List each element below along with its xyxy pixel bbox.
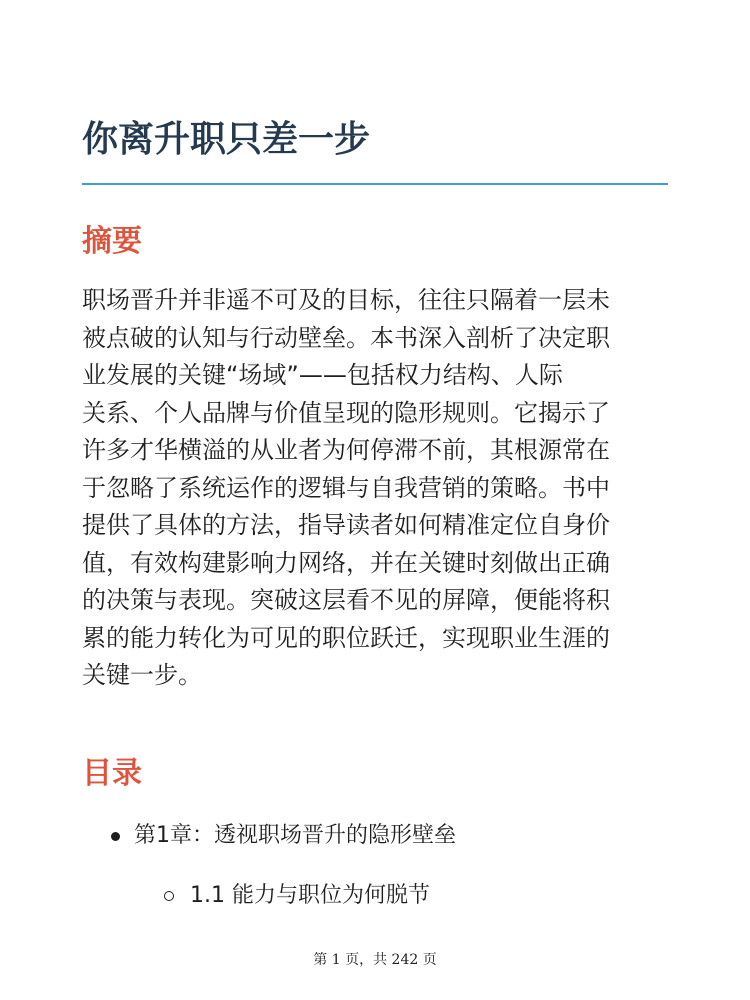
title-divider — [82, 183, 668, 185]
abstract-line: 关键一步。 — [82, 661, 202, 689]
abstract-line: 于忽略了系统运作的逻辑与自我营销的策略。书中 — [82, 473, 610, 502]
abstract-line: 关系、个人品牌与价值呈现的隐形规则。它揭示了 — [82, 398, 610, 427]
abstract-paragraph — [82, 282, 668, 695]
toc-item-chapter-1[interactable] — [82, 816, 668, 862]
document-title: 你离升职只差一步 — [82, 119, 371, 160]
toc-item-section-1-1[interactable] — [82, 876, 668, 916]
abstract-line: 的决策与表现。突破这层看不见的屏障，便能将积 — [82, 586, 610, 614]
abstract-line: 值，有效构建影响力网络，并在关键时刻做出正确 — [82, 548, 610, 577]
toc-item-label: 第1章：透视职场晋升的隐形壁垒 — [134, 823, 456, 848]
abstract-line: 业发展的关键“场域”——包括权力结构、人际 — [82, 361, 563, 389]
page-number-footer: 第 1 页，共 242 页 — [313, 952, 437, 968]
abstract-line: 累的能力转化为可见的职位跃迁，实现职业生涯的 — [82, 623, 610, 652]
abstract-line: 提供了具体的方法，指导读者如何精准定位自身价 — [82, 511, 610, 539]
bullet-circle-icon — [164, 891, 174, 901]
abstract-line: 职场晋升并非遥不可及的目标，往往只隔着一层未 — [82, 286, 610, 314]
toc-heading: 目录 — [82, 756, 142, 791]
abstract-line: 被点破的认知与行动壁垒。本书深入剖析了决定职 — [82, 323, 610, 352]
abstract-heading: 摘要 — [82, 224, 142, 259]
table-of-contents — [82, 816, 668, 916]
bullet-disc-icon — [111, 832, 120, 841]
toc-item-label: 1.1 能力与职位为何脱节 — [190, 883, 430, 908]
abstract-line: 许多才华横溢的从业者为何停滞不前，其根源常在 — [82, 436, 610, 464]
